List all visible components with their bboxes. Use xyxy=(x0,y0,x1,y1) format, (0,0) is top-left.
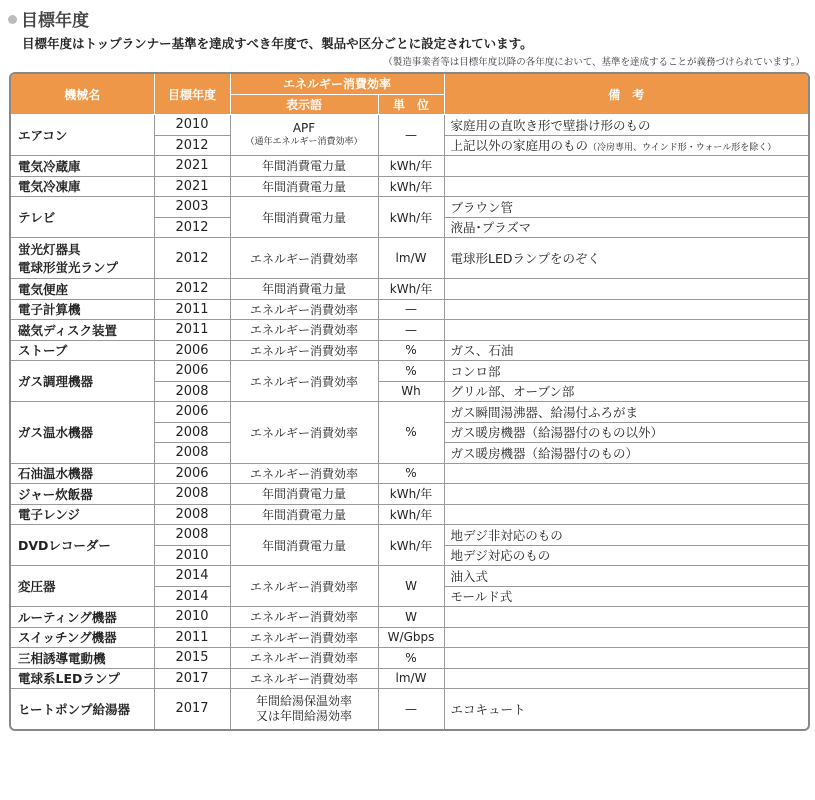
target-year: 2012 xyxy=(154,238,230,279)
machine-name: 電子レンジ xyxy=(18,507,80,523)
machine-name-cell xyxy=(11,668,154,689)
table-row xyxy=(11,176,808,197)
remarks-text: 液晶･プラズマ xyxy=(450,220,532,236)
col-header-unit: 単 位 xyxy=(378,94,444,115)
col-header-efficiency: エネルギー消費効率 xyxy=(230,74,444,94)
target-year: 2008 xyxy=(154,443,230,464)
table-row xyxy=(11,525,808,546)
remarks-text: ガス暖房機器（給湯器付のもの） xyxy=(450,445,639,461)
machine-name-cell xyxy=(11,463,154,484)
target-year: 2012 xyxy=(154,135,230,156)
remarks-text: 電球形LEDランプをのぞく xyxy=(450,251,601,266)
efficiency-label-cell: エネルギー消費効率 xyxy=(230,402,378,464)
target-year: 2008 xyxy=(154,525,230,546)
target-year: 2014 xyxy=(154,586,230,607)
machine-name-cell xyxy=(11,525,154,566)
efficiency-label-cell: 年間消費電力量 xyxy=(230,279,378,300)
machine-name: テレビ xyxy=(18,210,56,225)
target-year: 2006 xyxy=(154,361,230,382)
efficiency-label-note: （通年エネルギー消費効率） xyxy=(245,137,363,147)
machine-name-cell xyxy=(11,607,154,628)
remarks-cell xyxy=(444,545,808,566)
machine-name-cell xyxy=(11,279,154,300)
remarks-cell xyxy=(444,607,808,628)
remarks-cell xyxy=(444,320,808,341)
remarks-cell xyxy=(444,299,808,320)
efficiency-label: APF xyxy=(292,121,316,135)
target-year: 2015 xyxy=(154,648,230,669)
machine-name: 磁気ディスク装置 xyxy=(18,322,118,338)
table-row xyxy=(11,689,808,729)
machine-name: ヒートポンプ給湯器 xyxy=(18,701,131,717)
target-year-table xyxy=(9,72,810,731)
remarks-text: ガス瞬間湯沸器、給湯付ふろがま xyxy=(450,404,639,420)
remarks-text: 地デジ非対応のもの xyxy=(450,527,563,543)
remarks-cell xyxy=(444,443,808,464)
remarks-cell xyxy=(444,689,808,729)
remarks-text: 上記以外の家庭用のもの xyxy=(450,138,589,154)
remarks-cell xyxy=(444,156,808,177)
target-year: 2006 xyxy=(154,402,230,423)
machine-name-cell xyxy=(11,340,154,361)
remarks-text: エコキュート xyxy=(450,701,526,717)
remarks-cell xyxy=(444,135,808,156)
machine-name-cell xyxy=(11,115,154,156)
remarks-cell xyxy=(444,504,808,525)
remarks-cell xyxy=(444,566,808,587)
machine-name-cell xyxy=(11,504,154,525)
machine-name: 電子計算機 xyxy=(18,302,81,318)
target-year: 2006 xyxy=(154,463,230,484)
remarks-cell xyxy=(444,217,808,238)
unit-cell: % xyxy=(378,361,444,382)
unit-cell: % xyxy=(378,648,444,669)
efficiency-label-cell: 年間消費電力量 xyxy=(230,176,378,197)
efficiency-label-cell: エネルギー消費効率 xyxy=(230,566,378,607)
remarks-note: （冷房専用、ウインド形・ウォール形を除く） xyxy=(588,143,777,154)
table-row xyxy=(11,463,808,484)
machine-name: 電気冷凍庫 xyxy=(18,179,81,195)
unit-cell: % xyxy=(378,402,444,464)
machine-name-cell xyxy=(11,299,154,320)
table-row xyxy=(11,566,808,587)
remarks-text: 家庭用の直吹き形で壁掛け形のもの xyxy=(450,117,651,133)
target-year: 2017 xyxy=(154,689,230,729)
efficiency-label-cell: 年間消費電力量 xyxy=(230,197,378,238)
remarks-cell xyxy=(444,668,808,689)
remarks-cell xyxy=(444,422,808,443)
machine-name: ジャー炊飯器 xyxy=(18,486,93,502)
table-row xyxy=(11,279,808,300)
table-row xyxy=(11,299,808,320)
target-year: 2010 xyxy=(154,115,230,136)
table-row xyxy=(11,627,808,648)
efficiency-label-cell: エネルギー消費効率 xyxy=(230,627,378,648)
efficiency-label-cell xyxy=(230,689,378,729)
target-year: 2014 xyxy=(154,566,230,587)
col-header-name: 機械名 xyxy=(11,74,154,115)
machine-name-cell xyxy=(11,566,154,607)
target-year: 2011 xyxy=(154,299,230,320)
remarks-cell xyxy=(444,197,808,218)
remarks-cell xyxy=(444,648,808,669)
machine-name-cell xyxy=(11,238,154,279)
remarks-cell xyxy=(444,381,808,402)
machine-name-line2: 電球形蛍光ランプ xyxy=(18,260,119,275)
unit-cell: kWh/年 xyxy=(378,504,444,525)
efficiency-label-cell: エネルギー消費効率 xyxy=(230,299,378,320)
remarks-cell xyxy=(444,463,808,484)
efficiency-label-cell: エネルギー消費効率 xyxy=(230,607,378,628)
unit-cell: kWh/年 xyxy=(378,156,444,177)
remarks-text: ガス、石油 xyxy=(450,343,514,359)
target-year: 2017 xyxy=(154,668,230,689)
machine-name: 蛍光灯器具 xyxy=(18,242,81,257)
unit-cell: lm/W xyxy=(378,668,444,689)
table-row xyxy=(11,402,808,423)
efficiency-label-cell: 年間消費電力量 xyxy=(230,156,378,177)
remarks-text: モールド式 xyxy=(450,589,513,605)
table-row xyxy=(11,648,808,669)
efficiency-label-cell: 年間消費電力量 xyxy=(230,525,378,566)
remarks-cell xyxy=(444,340,808,361)
machine-name-cell xyxy=(11,627,154,648)
machine-name: 三相誘導電動機 xyxy=(18,650,106,666)
machine-name: ストーブ xyxy=(18,343,68,359)
remarks-text: 油入式 xyxy=(450,568,489,584)
efficiency-label-line2: 又は年間給湯効率 xyxy=(255,708,352,723)
efficiency-label-cell: エネルギー消費効率 xyxy=(230,320,378,341)
target-year: 2010 xyxy=(154,545,230,566)
efficiency-label-cell: エネルギー消費効率 xyxy=(230,648,378,669)
target-year: 2021 xyxy=(154,176,230,197)
machine-name-cell xyxy=(11,156,154,177)
target-year: 2011 xyxy=(154,627,230,648)
table-row xyxy=(11,361,808,382)
efficiency-label: 年間給湯保温効率 xyxy=(255,693,352,708)
machine-name: ガス温水機器 xyxy=(18,425,94,441)
unit-cell: W xyxy=(378,566,444,607)
machine-name-cell xyxy=(11,648,154,669)
table-row xyxy=(11,115,808,136)
section-title: 目標年度 xyxy=(8,6,89,31)
machine-name: スイッチング機器 xyxy=(18,630,117,646)
unit-cell: kWh/年 xyxy=(378,484,444,505)
efficiency-label-cell: エネルギー消費効率 xyxy=(230,340,378,361)
unit-cell: — xyxy=(378,320,444,341)
table-row xyxy=(11,156,808,177)
remarks-cell xyxy=(444,484,808,505)
unit-cell: kWh/年 xyxy=(378,176,444,197)
unit-cell: Wh xyxy=(378,381,444,402)
machine-name-cell xyxy=(11,320,154,341)
remarks-cell xyxy=(444,361,808,382)
remarks-text: ガス暖房機器（給湯器付のもの以外） xyxy=(450,425,664,441)
efficiency-label-cell: エネルギー消費効率 xyxy=(230,361,378,402)
machine-name: 電気便座 xyxy=(18,281,69,297)
bullet-icon xyxy=(8,15,17,24)
target-year: 2012 xyxy=(154,217,230,238)
machine-name-cell xyxy=(11,361,154,402)
table-row xyxy=(11,607,808,628)
table-row xyxy=(11,197,808,218)
target-year: 2006 xyxy=(154,340,230,361)
target-year: 2008 xyxy=(154,422,230,443)
target-year: 2008 xyxy=(154,504,230,525)
unit-cell: kWh/年 xyxy=(378,279,444,300)
unit-cell: — xyxy=(378,115,444,156)
remarks-cell xyxy=(444,402,808,423)
target-year: 2003 xyxy=(154,197,230,218)
remarks-cell xyxy=(444,525,808,546)
machine-name-cell xyxy=(11,402,154,464)
machine-name-cell xyxy=(11,689,154,729)
efficiency-label-cell: エネルギー消費効率 xyxy=(230,463,378,484)
remarks-cell xyxy=(444,238,808,279)
unit-cell: W/Gbps xyxy=(378,627,444,648)
remarks-cell xyxy=(444,176,808,197)
table-body xyxy=(11,115,808,729)
table-row xyxy=(11,340,808,361)
table-row xyxy=(11,668,808,689)
unit-cell: — xyxy=(378,689,444,729)
remarks-text: コンロ部 xyxy=(450,363,501,379)
remarks-cell xyxy=(444,586,808,607)
col-header-year: 目標年度 xyxy=(154,74,230,115)
remarks-text: ブラウン管 xyxy=(450,199,514,215)
remarks-cell xyxy=(444,115,808,136)
section-note: （製造事業者等は目標年度以降の各年度において、基準を達成することが義務づけられています。） xyxy=(383,57,805,68)
col-header-remarks: 備 考 xyxy=(444,74,808,115)
machine-name: 電気冷蔵庫 xyxy=(18,158,81,174)
machine-name: 変圧器 xyxy=(18,579,56,594)
remarks-cell xyxy=(444,627,808,648)
machine-name-cell xyxy=(11,197,154,238)
target-year: 2011 xyxy=(154,320,230,341)
efficiency-label-cell: エネルギー消費効率 xyxy=(230,238,378,279)
efficiency-label-cell: 年間消費電力量 xyxy=(230,484,378,505)
target-year: 2008 xyxy=(154,484,230,505)
machine-name-cell xyxy=(11,176,154,197)
remarks-cell xyxy=(444,279,808,300)
machine-name: ルーティング機器 xyxy=(18,609,117,625)
col-header-label: 表示語 xyxy=(230,94,378,115)
unit-cell: — xyxy=(378,299,444,320)
machine-name-cell xyxy=(11,484,154,505)
machine-name: 石油温水機器 xyxy=(18,466,94,482)
unit-cell: % xyxy=(378,463,444,484)
unit-cell: % xyxy=(378,340,444,361)
target-year: 2012 xyxy=(154,279,230,300)
unit-cell: kWh/年 xyxy=(378,197,444,238)
remarks-text: 地デジ対応のもの xyxy=(450,548,551,564)
remarks-text: グリル部、オーブン部 xyxy=(450,384,575,400)
table-row xyxy=(11,320,808,341)
efficiency-label-cell: エネルギー消費効率 xyxy=(230,668,378,689)
machine-name: 電球系LEDランプ xyxy=(18,671,120,687)
target-year: 2010 xyxy=(154,607,230,628)
target-year: 2008 xyxy=(154,381,230,402)
efficiency-label-cell: 年間消費電力量 xyxy=(230,504,378,525)
machine-name: エアコン xyxy=(18,128,68,143)
unit-cell: lm/W xyxy=(378,238,444,279)
machine-name: ガス調理機器 xyxy=(18,374,94,389)
table-row xyxy=(11,504,808,525)
table-row xyxy=(11,484,808,505)
table-row xyxy=(11,238,808,279)
unit-cell: W xyxy=(378,607,444,628)
target-year: 2021 xyxy=(154,156,230,177)
machine-name: DVDレコーダー xyxy=(18,538,111,553)
efficiency-label-cell xyxy=(230,115,378,156)
section-subtitle: 目標年度はトップランナー基準を達成すべき年度で、製品や区分ごとに設定されています。 xyxy=(22,36,533,51)
unit-cell: kWh/年 xyxy=(378,525,444,566)
